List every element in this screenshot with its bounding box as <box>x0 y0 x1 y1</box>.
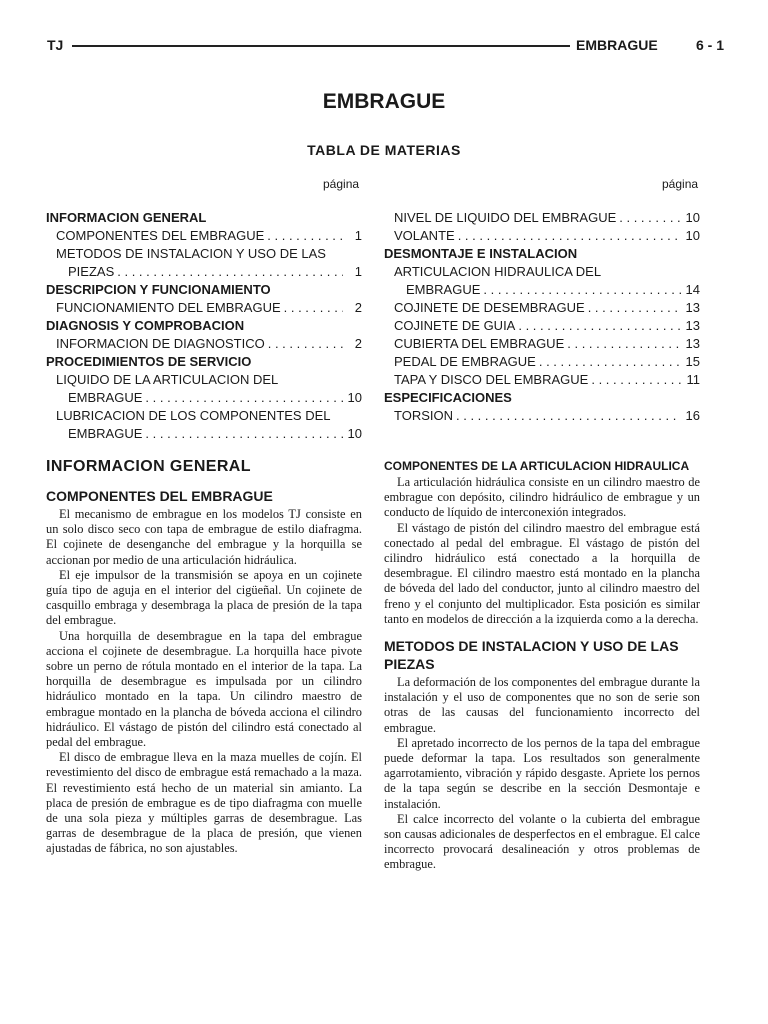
toc-entry-label: NIVEL DE LIQUIDO DEL EMBRAGUE <box>394 210 617 225</box>
toc-entry-label: TORSION <box>394 408 453 423</box>
paragraph-group <box>384 675 700 873</box>
toc-entry-text: ARTICULACION HIDRAULICA DEL <box>394 264 602 279</box>
toc-entry-page: 2 <box>354 336 362 351</box>
toc-dot-leader <box>458 227 681 245</box>
header-section-code: TJ <box>47 37 64 53</box>
toc-section-heading: ESPECIFICACIONES <box>384 390 512 405</box>
subsection-heading: METODOS DE INSTALACION Y USO DE LAS PIEZAS <box>384 638 679 673</box>
toc-entry-label: PEDAL DE EMBRAGUE <box>394 354 536 369</box>
toc-entry-page: 10 <box>347 390 362 405</box>
toc-dot-leader <box>588 299 681 317</box>
toc-dot-leader <box>539 353 681 371</box>
paragraph-group <box>46 507 362 857</box>
toc-title: TABLA DE MATERIAS <box>307 142 461 158</box>
header-chapter-title: EMBRAGUE <box>576 37 658 53</box>
toc-dot-leader <box>284 299 343 317</box>
toc-dot-leader <box>267 227 343 245</box>
toc-entry-page: 13 <box>685 318 700 333</box>
toc-entry-label: CUBIERTA DEL EMBRAGUE <box>394 336 565 351</box>
toc-entry-page: 2 <box>354 300 362 315</box>
toc-dot-leader <box>483 281 681 299</box>
toc-entry-label: PIEZAS <box>68 264 115 279</box>
toc-dot-leader <box>268 335 343 353</box>
toc-entry-text: METODOS DE INSTALACION Y USO DE LAS <box>56 246 326 261</box>
toc-entry-label: INFORMACION DE DIAGNOSTICO <box>56 336 265 351</box>
toc-entry-label: COJINETE DE DESEMBRAGUE <box>394 300 585 315</box>
toc-dot-leader <box>619 209 681 227</box>
toc-entry-text: LIQUIDO DE LA ARTICULACION DEL <box>56 372 279 387</box>
paragraph: El calce incorrecto del volante o la cubierta del embrague son causas adicionales de desperfectos en el embrague. El calce incorrecto provocará desalineación y otros problemas de embrague. <box>384 811 700 872</box>
header-rule <box>72 45 570 47</box>
toc-entry-text: LUBRICACION DE LOS COMPONENTES DEL <box>56 408 331 423</box>
toc-section-heading: DESMONTAJE E INSTALACION <box>384 246 578 261</box>
toc-entry <box>384 371 700 389</box>
toc-entry-page: 16 <box>685 408 700 423</box>
toc-dot-leader <box>567 335 681 353</box>
paragraph-group <box>384 475 700 627</box>
toc-dot-leader <box>518 317 681 335</box>
toc-entry-page: 15 <box>685 354 700 369</box>
paragraph: El apretado incorrecto de los pernos de la tapa del embrague puede deformar la tapa. Los resultados son generalmente agarrotamiento, vibración y rápido desgaste. Apriete los pernos de la tapa según se describe en la sección Desmontaje e instalación. <box>384 735 700 811</box>
toc-entry-label: TAPA Y DISCO DEL EMBRAGUE <box>394 372 589 387</box>
section-heading: INFORMACION GENERAL <box>46 458 251 475</box>
body-right-column <box>384 458 700 873</box>
toc-entry <box>46 425 362 443</box>
toc-entry-page: 13 <box>685 300 700 315</box>
toc-entry-label: EMBRAGUE <box>68 426 143 441</box>
toc-entry-label: EMBRAGUE <box>68 390 143 405</box>
toc-entry <box>384 209 700 227</box>
toc-right-column <box>384 209 700 425</box>
toc-dot-leader <box>145 389 343 407</box>
paragraph: El disco de embrague lleva en la maza muelles de cojín. El revestimiento del disco de embrague está remachado a la maza. El revestimiento está hecho de un material sin amianto. La placa de presión de embrague es de tipo diafragma con muelle de una sola pieza y múltiples garras de desembrague. Las garras de desembrague de la placa de presión, que vienen ajustadas de fábrica, no son ajustables. <box>46 750 362 856</box>
toc-entry-page: 10 <box>347 426 362 441</box>
toc-entry-page: 10 <box>685 210 700 225</box>
toc-section-heading: PROCEDIMIENTOS DE SERVICIO <box>46 354 252 369</box>
toc-entry <box>46 299 362 317</box>
toc-entry <box>384 227 700 245</box>
toc-entry-page: 13 <box>685 336 700 351</box>
toc-entry-label: VOLANTE <box>394 228 455 243</box>
header-page-number: 6 - 1 <box>695 37 724 53</box>
toc-section-heading: DESCRIPCION Y FUNCIONAMIENTO <box>46 282 271 297</box>
toc-dot-leader <box>117 263 343 281</box>
paragraph: El eje impulsor de la transmisión se apoya en un cojinete guía tipo de aguja en el interior del cigüeñal. Un cojinete de casquillo embraga y desembraga la placa de presión de la tapa del embrague. <box>46 567 362 628</box>
toc-entry-page: 14 <box>685 282 700 297</box>
paragraph: La deformación de los componentes del embrague durante la instalación y el uso de componentes que no son de serie son otras de las causas del funcionamiento incorrecto del embrague. <box>384 675 700 735</box>
paragraph: El vástago de pistón del cilindro maestro del embrague está conectado al pedal del embrague. El vástago de pistón del cilindro hidráulico está conectado a la horquilla de desembrague. El cilindro maestro está montado en la plancha de bóveda del lado del conductor, junto al cilindro maestro del freno y el conjunto del multiplicador. Esta posición es similar tanto en modelos de dirección a la izquierda como a la derecha. <box>384 520 700 626</box>
toc-right-page-label: página <box>662 177 699 191</box>
toc-left-column <box>46 209 362 443</box>
toc-dot-leader <box>591 371 681 389</box>
toc-entry-label: COJINETE DE GUIA <box>394 318 516 333</box>
toc-entry <box>384 407 700 425</box>
paragraph: El mecanismo de embrague en los modelos TJ consiste en un solo disco seco con tapa de embrague de estilo diafragma. El cojinete de desenganche del embrague y la horquilla se accionan por medio de una articulación hidráulica. <box>46 507 362 567</box>
toc-entry <box>384 353 700 371</box>
toc-dot-leader <box>456 407 681 425</box>
toc-section-heading: INFORMACION GENERAL <box>46 210 207 225</box>
subsection-heading: COMPONENTES DEL EMBRAGUE <box>46 488 273 504</box>
toc-entry <box>384 335 700 353</box>
toc-entry <box>46 389 362 407</box>
spacer <box>384 627 700 637</box>
toc-entry <box>46 227 362 245</box>
paragraph: Una horquilla de desembrague en la tapa del embrague acciona el cojinete de desembrague. La horquilla hace pivote sobre un perno de rótula montado en el interior de la tapa. La horquilla de desembrague es impulsada por un cilindro hidráulico montado en la tapa. Un cilindro maestro de embrague montado en la plancha de bóveda acciona el cilindro hidráulico. El vástago de pistón del cilindro está conectado al pedal del embrague. <box>46 628 362 750</box>
toc-entry-label: FUNCIONAMIENTO DEL EMBRAGUE <box>56 300 281 315</box>
toc-entry <box>384 317 700 335</box>
page-title: EMBRAGUE <box>322 90 446 113</box>
toc-entry-page: 1 <box>354 228 362 243</box>
toc-section-heading: DIAGNOSIS Y COMPROBACION <box>46 318 245 333</box>
header-right <box>576 37 724 53</box>
toc-entry <box>46 335 362 353</box>
toc-entry-page: 11 <box>686 372 700 387</box>
toc-entry <box>46 263 362 281</box>
body-left-column <box>46 458 362 857</box>
toc-entry-label: COMPONENTES DEL EMBRAGUE <box>56 228 265 243</box>
toc-left-page-label: página <box>323 177 360 191</box>
toc-dot-leader <box>145 425 343 443</box>
toc-entry <box>384 281 700 299</box>
toc-entry-page: 1 <box>354 264 362 279</box>
subsection-heading: COMPONENTES DE LA ARTICULACION HIDRAULICA <box>384 459 690 473</box>
paragraph: La articulación hidráulica consiste en un cilindro maestro de embrague con depósito, cilindro hidráulico de embrague y un conducto de líquido de interconexión integrados. <box>384 475 700 520</box>
toc-entry <box>384 299 700 317</box>
toc-entry-page: 10 <box>685 228 700 243</box>
toc-entry-label: EMBRAGUE <box>406 282 481 297</box>
